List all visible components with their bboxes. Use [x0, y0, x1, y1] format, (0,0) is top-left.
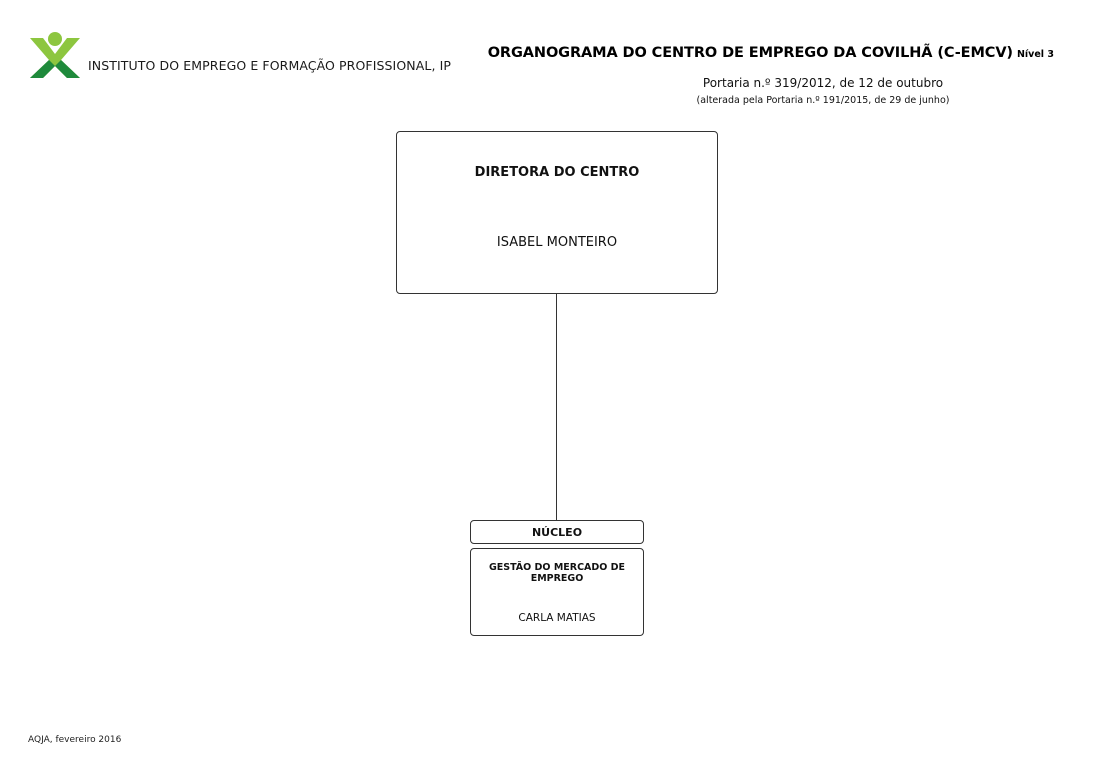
footer-note: AQJA, fevereiro 2016 — [28, 735, 122, 745]
organization-name: INSTITUTO DO EMPREGO E FORMAÇÃO PROFISSIONAL, IP — [88, 58, 452, 73]
portaria-reference: Portaria n.º 319/2012, de 12 de outubro — [702, 76, 944, 90]
director-name: ISABEL MONTEIRO — [496, 235, 618, 250]
chart-title: ORGANOGRAMA DO CENTRO DE EMPREGO DA COVILHÃ (C-EMCV) — [487, 45, 1013, 61]
nucleo-box — [470, 548, 644, 636]
nucleo-role: GESTÃO DO MERCADO DE EMPREGO — [488, 562, 626, 584]
hierarchy-connector-line — [556, 294, 557, 520]
nucleo-name: CARLA MATIAS — [518, 612, 596, 624]
director-box — [396, 131, 718, 294]
document-title — [488, 42, 1054, 61]
level-label: Nível 3 — [1016, 49, 1054, 60]
portaria-amendment: (alterada pela Portaria n.º 191/2015, de 29 de junho) — [696, 95, 950, 106]
nucleo-label-box — [470, 520, 644, 544]
nucleo-label: NÚCLEO — [531, 525, 583, 539]
iefp-logo-icon — [28, 30, 82, 78]
director-role: DIRETORA DO CENTRO — [474, 165, 640, 180]
